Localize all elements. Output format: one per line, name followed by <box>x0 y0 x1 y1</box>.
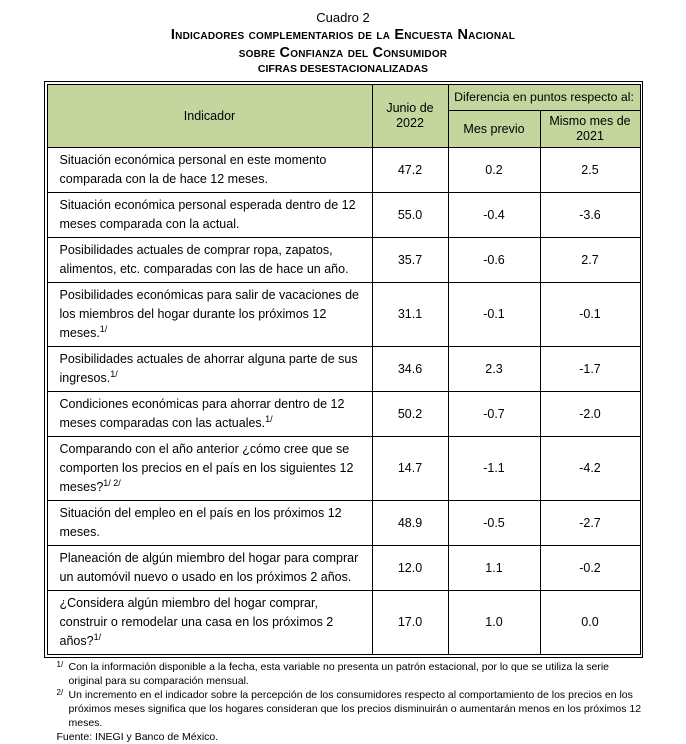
indicator-cell <box>47 546 372 591</box>
table-header <box>47 85 640 148</box>
table-row <box>47 347 640 392</box>
header-period: Junio de 2022 <box>372 85 448 148</box>
diff-same-month-2021: -2.7 <box>540 501 640 546</box>
indicator-cell <box>47 501 372 546</box>
indicator-cell <box>47 193 372 238</box>
diff-same-month-2021: 2.5 <box>540 148 640 193</box>
table-row <box>47 591 640 655</box>
value-june-2022: 34.6 <box>372 347 448 392</box>
indicator-cell <box>47 591 372 655</box>
footnote-ref: 1/ <box>110 368 118 379</box>
value-june-2022: 12.0 <box>372 546 448 591</box>
diff-prev-month: -0.5 <box>448 501 540 546</box>
diff-same-month-2021: -0.1 <box>540 283 640 347</box>
indicator-cell <box>47 347 372 392</box>
header-prev-month: Mes previo <box>448 111 540 148</box>
indicators-table-frame <box>44 81 643 658</box>
table-row <box>47 238 640 283</box>
footnote-2-text: Un incremento en el indicador sobre la percepción de los consumidores respecto al comportamiento de los precios en los próximos meses significa que los hogares consideran que los precios disminuirán o aumentarán menos en los próximos 12 meses. <box>68 689 642 729</box>
value-june-2022: 14.7 <box>372 437 448 501</box>
indicator-cell <box>47 392 372 437</box>
diff-same-month-2021: 2.7 <box>540 238 640 283</box>
value-june-2022: 48.9 <box>372 501 448 546</box>
indicator-cell <box>47 283 372 347</box>
footnote-1 <box>44 660 643 688</box>
diff-prev-month: -0.4 <box>448 193 540 238</box>
indicator-text: Posibilidades actuales de comprar ropa, zapatos, alimentos, etc. comparadas con las de hace un año. <box>59 243 349 276</box>
diff-prev-month: -0.1 <box>448 283 540 347</box>
indicator-text: Situación del empleo en el país en los próximos 12 meses. <box>59 506 342 539</box>
indicator-text: Situación económica personal esperada dentro de 12 meses comparada con la actual. <box>59 198 356 231</box>
value-june-2022: 35.7 <box>372 238 448 283</box>
diff-prev-month: -0.6 <box>448 238 540 283</box>
footnote-ref: 1/ <box>99 323 108 334</box>
value-june-2022: 55.0 <box>372 193 448 238</box>
table-row <box>47 546 640 591</box>
indicator-cell <box>47 437 372 501</box>
diff-prev-month: 1.1 <box>448 546 540 591</box>
table-row <box>47 283 640 347</box>
header-same-month-2021: Mismo mes de 2021 <box>540 111 640 148</box>
diff-same-month-2021: -4.2 <box>540 437 640 501</box>
diff-prev-month: 1.0 <box>448 591 540 655</box>
indicator-cell <box>47 238 372 283</box>
table-caption: Cuadro 2 <box>316 10 370 25</box>
diff-same-month-2021: 0.0 <box>540 591 640 655</box>
diff-same-month-2021: -3.6 <box>540 193 640 238</box>
footnote-ref: 1/ 2/ <box>103 477 121 488</box>
footnote-2-marker: 2/ <box>56 688 64 697</box>
value-june-2022: 50.2 <box>372 392 448 437</box>
diff-prev-month: -1.1 <box>448 437 540 501</box>
footnote-2 <box>44 688 643 730</box>
diff-prev-month: 2.3 <box>448 347 540 392</box>
diff-same-month-2021: -0.2 <box>540 546 640 591</box>
footnote-1-text: Con la información disponible a la fecha, esta variable no presenta un patrón estacional, por lo que se utiliza la serie original para su comparación mensual. <box>68 661 609 687</box>
footnote-ref: 1/ <box>265 413 273 424</box>
value-june-2022: 17.0 <box>372 591 448 655</box>
footnotes-section <box>44 660 643 744</box>
diff-same-month-2021: -1.7 <box>540 347 640 392</box>
table-row <box>47 193 640 238</box>
table-row <box>47 501 640 546</box>
diff-same-month-2021: -2.0 <box>540 392 640 437</box>
table-row <box>47 437 640 501</box>
footnote-1-marker: 1/ <box>56 660 64 669</box>
report-subtitle: CIFRAS DESESTACIONALIZADAS <box>257 63 429 75</box>
table-row <box>47 392 640 437</box>
value-june-2022: 47.2 <box>372 148 448 193</box>
value-june-2022: 31.1 <box>372 283 448 347</box>
diff-prev-month: 0.2 <box>448 148 540 193</box>
source-text: Fuente: INEGI y Banco de México. <box>56 731 219 743</box>
footnote-ref: 1/ <box>93 631 102 642</box>
header-indicator: Indicador <box>47 85 372 148</box>
table-body <box>47 148 640 655</box>
indicator-text: Planeación de algún miembro del hogar para comprar un automóvil nuevo o usado en los próximos 2 años. <box>59 551 359 584</box>
report-title-line2: sobre Confianza del Consumidor <box>238 45 448 61</box>
indicator-text: Posibilidades económicas para salir de vacaciones de los miembros del hogar durante los próximos 12 meses. <box>59 288 359 340</box>
indicator-cell <box>47 148 372 193</box>
indicators-table <box>47 84 641 655</box>
header-diff-group: Diferencia en puntos respecto al: <box>448 85 640 111</box>
indicator-text: ¿Considera algún miembro del hogar comprar, construir o remodelar una casa en los próximos 2 años? <box>59 596 334 648</box>
indicator-text: Situación económica personal en este momento comparada con la de hace 12 meses. <box>59 153 327 186</box>
table-row <box>47 148 640 193</box>
indicator-text: Condiciones económicas para ahorrar dentro de 12 meses comparadas con las actuales. <box>59 397 345 430</box>
report-title-line1: Indicadores complementarios de la Encuesta Nacional <box>170 27 516 43</box>
indicator-text: Posibilidades actuales de ahorrar alguna parte de sus ingresos. <box>59 352 358 385</box>
diff-prev-month: -0.7 <box>448 392 540 437</box>
indicator-text: Comparando con el año anterior ¿cómo cree que se comporten los precios en el país en los siguientes 12 meses? <box>59 442 354 494</box>
